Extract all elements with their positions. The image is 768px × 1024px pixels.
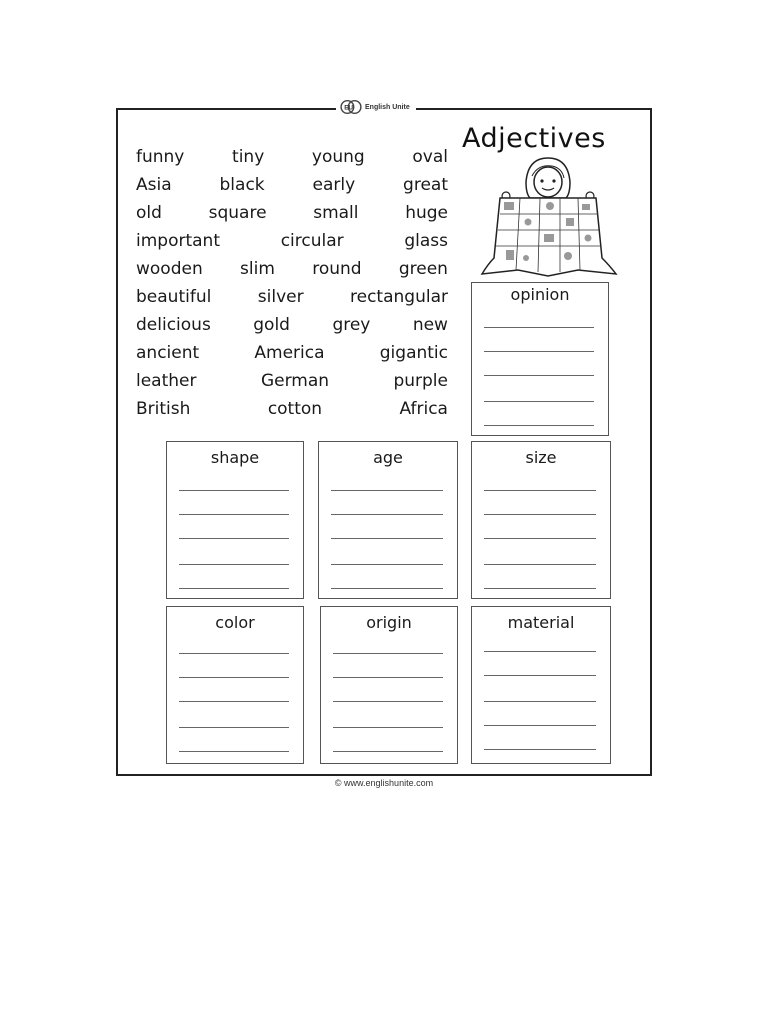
- word-bank-word: great: [403, 175, 448, 195]
- color-label: color: [215, 613, 255, 632]
- material-box: [471, 606, 611, 764]
- answer-line: [484, 351, 594, 352]
- origin-box: [320, 606, 458, 764]
- word-bank-row: [136, 255, 448, 283]
- word-bank-row: [136, 339, 448, 367]
- word-bank-word: ancient: [136, 343, 200, 363]
- english-unite-logo-icon: [340, 98, 362, 116]
- word-bank-word: gold: [253, 315, 290, 335]
- answer-line: [179, 653, 289, 654]
- age-box: [318, 441, 458, 599]
- opinion-label: opinion: [510, 285, 570, 304]
- answer-line: [179, 564, 289, 565]
- answer-line: [484, 564, 596, 565]
- word-bank-word: rectangular: [350, 287, 448, 307]
- word-bank-word: new: [412, 315, 448, 335]
- logo-mark: EU: [344, 104, 353, 112]
- origin-label: origin: [366, 613, 412, 632]
- answer-line: [484, 749, 596, 750]
- word-bank-row: [136, 283, 448, 311]
- answer-line: [484, 327, 594, 328]
- word-bank-word: silver: [257, 287, 304, 307]
- answer-line: [333, 751, 443, 752]
- answer-line: [484, 490, 596, 491]
- copyright-footer: © www.englishunite.com: [334, 778, 434, 788]
- word-bank-word: huge: [405, 203, 448, 223]
- word-bank-word: round: [312, 259, 362, 279]
- word-bank-row: [136, 199, 448, 227]
- answer-line: [179, 514, 289, 515]
- answer-line: [331, 538, 443, 539]
- word-bank-word: important: [136, 231, 220, 251]
- word-bank-word: oval: [412, 147, 448, 167]
- logo: [336, 96, 416, 118]
- word-bank-row: [136, 311, 448, 339]
- word-bank-word: old: [136, 203, 162, 223]
- answer-line: [484, 401, 594, 402]
- word-bank-word: wooden: [136, 259, 203, 279]
- word-bank-row: [136, 143, 448, 171]
- word-bank-word: Africa: [399, 399, 448, 419]
- word-bank-word: tiny: [232, 147, 265, 167]
- word-bank-word: glass: [404, 231, 448, 251]
- opinion-box: [471, 282, 609, 436]
- answer-line: [179, 677, 289, 678]
- answer-line: [484, 538, 596, 539]
- word-bank-word: grey: [332, 315, 371, 335]
- answer-line: [179, 538, 289, 539]
- answer-line: [484, 588, 596, 589]
- word-bank-word: purple: [393, 371, 448, 391]
- answer-line: [484, 725, 596, 726]
- answer-line: [331, 564, 443, 565]
- word-bank-word: green: [398, 259, 448, 279]
- answer-line: [484, 651, 596, 652]
- shape-label: shape: [210, 448, 260, 467]
- word-bank-word: leather: [136, 371, 197, 391]
- word-bank-word: square: [208, 203, 267, 223]
- answer-line: [333, 653, 443, 654]
- word-bank-word: funny: [136, 147, 185, 167]
- word-bank-word: Asia: [136, 175, 172, 195]
- word-bank-row: [136, 367, 448, 395]
- answer-line: [179, 751, 289, 752]
- answer-line: [179, 701, 289, 702]
- material-label: material: [507, 613, 575, 632]
- word-bank: [136, 143, 448, 423]
- word-bank-word: gigantic: [379, 343, 448, 363]
- size-box: [471, 441, 611, 599]
- answer-line: [179, 490, 289, 491]
- answer-line: [484, 701, 596, 702]
- word-bank-word: circular: [280, 231, 344, 251]
- word-bank-row: [136, 395, 448, 423]
- shape-box: [166, 441, 304, 599]
- answer-line: [333, 727, 443, 728]
- word-bank-word: slim: [240, 259, 275, 279]
- word-bank-word: young: [311, 147, 365, 167]
- answer-line: [484, 675, 596, 676]
- answer-line: [331, 490, 443, 491]
- word-bank-word: black: [219, 175, 265, 195]
- word-bank-row: [136, 171, 448, 199]
- answer-line: [484, 375, 594, 376]
- answer-line: [484, 425, 594, 426]
- answer-line: [179, 727, 289, 728]
- word-bank-word: delicious: [136, 315, 211, 335]
- answer-line: [179, 588, 289, 589]
- answer-line: [333, 677, 443, 678]
- word-bank-word: early: [312, 175, 356, 195]
- answer-line: [333, 701, 443, 702]
- size-label: size: [525, 448, 557, 467]
- word-bank-word: British: [136, 399, 191, 419]
- word-bank-word: beautiful: [136, 287, 212, 307]
- logo-brand: English Unite: [365, 103, 410, 111]
- word-bank-word: America: [254, 343, 325, 363]
- word-bank-word: small: [313, 203, 359, 223]
- answer-line: [331, 514, 443, 515]
- age-label: age: [373, 448, 403, 467]
- answer-line: [331, 588, 443, 589]
- page-title: Adjectives: [462, 123, 606, 154]
- word-bank-row: [136, 227, 448, 255]
- word-bank-word: German: [260, 371, 330, 391]
- girl-with-quilt-illustration: [478, 154, 618, 280]
- color-box: [166, 606, 304, 764]
- answer-line: [484, 514, 596, 515]
- word-bank-word: cotton: [267, 399, 323, 419]
